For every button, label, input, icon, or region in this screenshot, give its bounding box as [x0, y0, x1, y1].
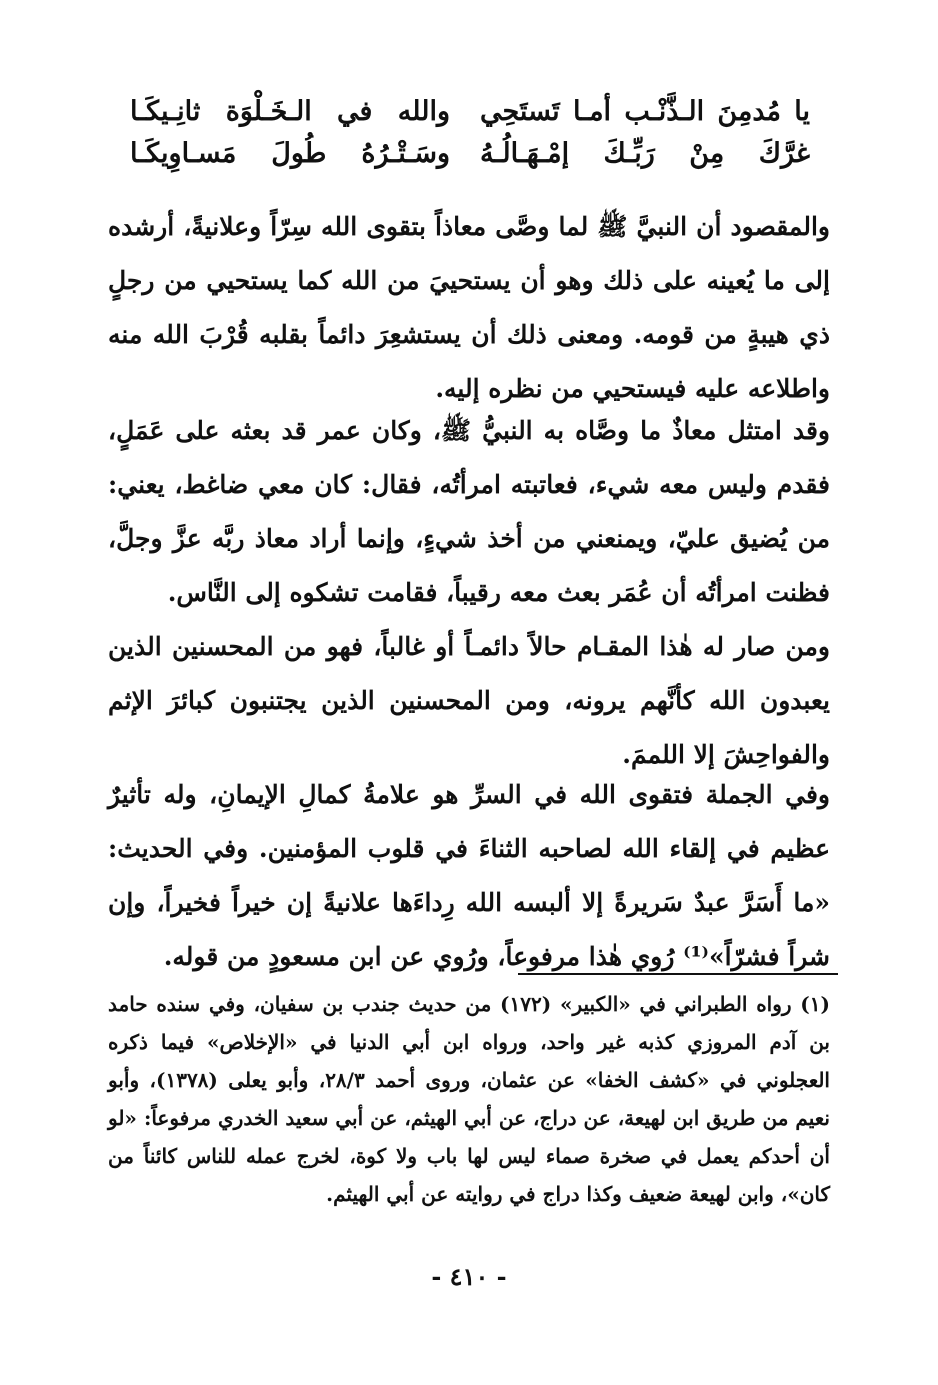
paragraph-1: والمقصود أن النبيَّ ﷺ لما وصَّى معاذاً بتقوى الله سِرّاً وعلانيةً، أرشده إلى ما يُعينه على ذلك وهو أن يستحييَ من الله كما يستحيي من رجلٍ ذي هيبةٍ من قومه. ومعنى ذلك أن يستشعِرَ دائماً بقلبه قُرْبَ الله منه واطلاعه عليه فيستحيي من نظره إليه. [108, 212, 830, 403]
poem-line-2-first-hemistich: غرَّكَ مِنْ رَبِّـكَ إمْـهَـالُـهُ [480, 138, 810, 169]
page-number: - ٤١٠ - [431, 1262, 507, 1291]
paragraph-2: وقد امتثل معاذٌ ما وصَّاه به النبيُّ ﷺ، وكان عمر قد بعثه على عَمَلٍ، فقدم وليس معه شيء، فعاتبته امرأتُه، فقال: كان معي ضاغط، يعني: من يُضيق عليّ، ويمنعني من أخذ شيءٍ، وإنما أراد معاذ ربَّه عزَّ وجلَّ، فظنت امرأتُه أن عُمَر بعث معه رقيباً، فقامت تشكوه إلى النَّاس. [108, 416, 830, 607]
paragraph-3: ومن صار له هٰذا المقـام حالاً دائمـاً أو غالباً، فهو من المحسنين الذين يعبدون الله كأنَّهم يرونه، ومن المحسنين الذين يجتنبون كبائرَ الإثم والفواحِشَ إلا اللممَ. [108, 632, 830, 769]
paragraph-4: وفي الجملة فتقوى الله في السرِّ هو علامةُ كمالِ الإيمانِ، وله تأثيرٌ عظيم في إلقاء الله لصاحبه الثناءَ في قلوب المؤمنين. وفي الحديث: «ما أَسَرَّ عبدٌ سَريرةً إلا ألبسه الله رِداءَها علانيةً إن خيراً فخيراً، وإن شراً فشرّاً»⁽¹⁾ رُوي هٰذا مرفوعاً، ورُوي عن ابن مسعودٍ من قوله. [108, 780, 830, 971]
poem-line-2 [130, 138, 810, 182]
poem-line-2-second-hemistich: وسَـتْـرُهُ طُولَ مَسـاوِيكَـا [130, 138, 450, 169]
poem-line-1 [130, 96, 810, 140]
poem-line-1-first-hemistich: يا مُدمِنَ الـذَّنْـب أمـا تَستَحِي [480, 96, 810, 127]
poem-line-1-second-hemistich: والله في الـخَـلْوَة ثانِـيكَـا [130, 96, 450, 127]
footnote: (١) رواه الطبراني في «الكبير» (١٧٢) من حديث جندب بن سفيان، وفي سنده حامد بن آدم المروزي كذبه غير واحد، ورواه ابن أبي الدنيا في «الإخلاص» فيما ذكره العجلوني في «كشف الخفا» عن عثمان، وروى أحمد ٢٨/٣، وأبو يعلى (١٣٧٨)، وأبو نعيم من طريق ابن لهيعة، عن دراج، عن أبي الهيثم، عن أبي سعيد الخدري مرفوعاً: «لو أن أحدكم يعمل في صخرة صماء ليس لها باب ولا كوة، لخرج عمله للناس كائناً من كان»، وابن لهيعة ضعيف وكذا دراج في روايته عن أبي الهيثم. [108, 992, 830, 1206]
footnote-separator [518, 973, 838, 975]
